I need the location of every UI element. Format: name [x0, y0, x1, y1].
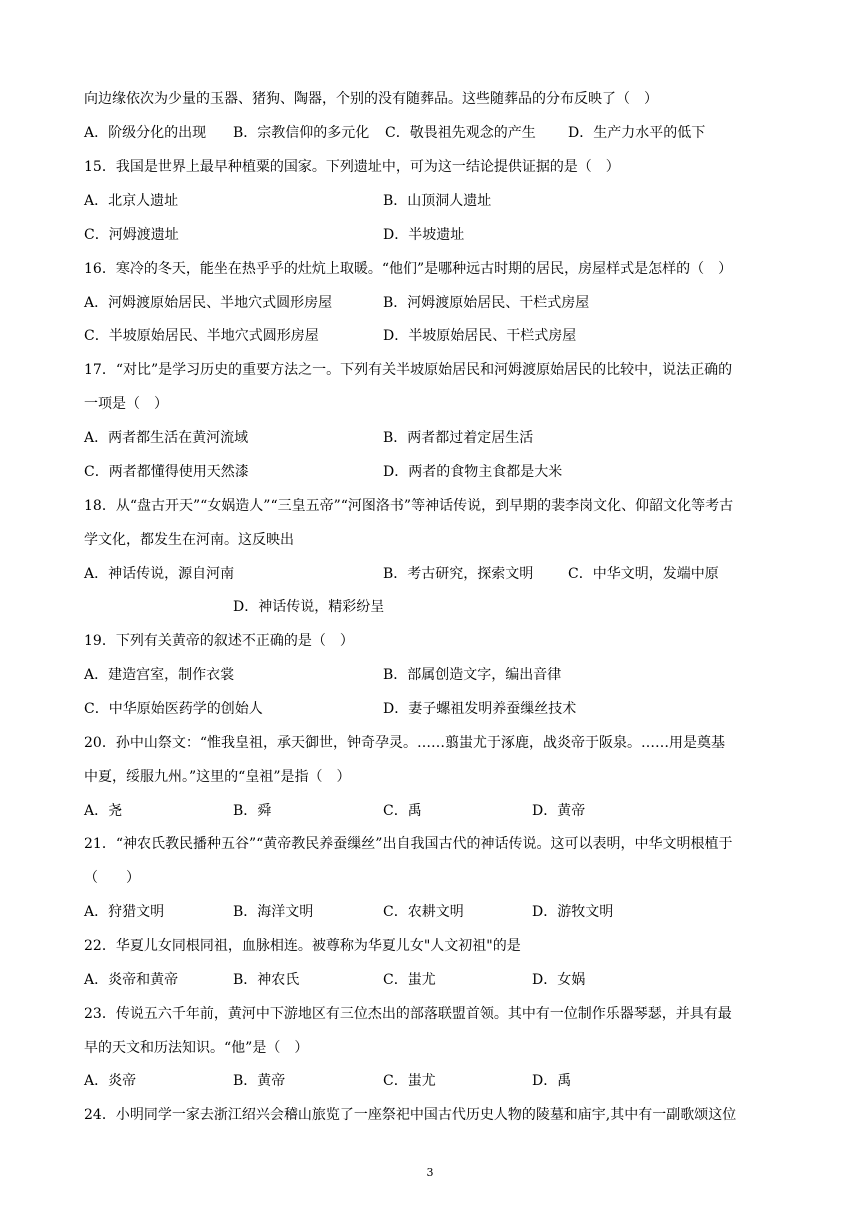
q22-option-b: B．神农氏	[233, 972, 300, 988]
q23-option-d: D．禹	[532, 1073, 572, 1089]
q14-option-b: B．宗教信仰的多元化	[233, 125, 370, 141]
q20-option-c: C．禹	[383, 803, 422, 819]
question-24-stem-line1: 24．小明同学一家去浙江绍兴会稽山旅览了一座祭祀中国古代历史人物的陵墓和庙宇,其中有一副歌颂这位	[84, 1107, 737, 1123]
q16-option-a: A．河姆渡原始居民、半地穴式圆形房屋	[84, 295, 333, 311]
question-23-stem-line2: 早的天文和历法知识。“他”是（ ）	[84, 1040, 309, 1056]
q18-option-d: D．神话传说，精彩纷呈	[233, 599, 385, 615]
question-23-stem-line1: 23．传说五六千年前，黄河中下游地区有三位杰出的部落联盟首领。其中有一位制作乐器琴瑟，并具有最	[84, 1006, 732, 1022]
q20-option-d: D．黄帝	[532, 803, 586, 819]
q21-option-a: A．狩猎文明	[84, 904, 165, 920]
question-14-stem-continued: 向边缘依次为少量的玉器、猪狗、陶器，个别的没有随葬品。这些随葬品的分布反映了（ ）	[84, 91, 658, 107]
q17-option-a: A．两者都生活在黄河流域	[84, 430, 249, 446]
q15-option-a: A．北京人遗址	[84, 193, 179, 209]
q17-option-b: B．两者都过着定居生活	[383, 430, 534, 446]
q23-option-c: C．蚩尤	[383, 1073, 436, 1089]
q18-option-a: A．神话传说，源自河南	[84, 566, 235, 582]
q21-option-d: D．游牧文明	[532, 904, 614, 920]
q18-option-c: C．中华文明，发端中原	[568, 566, 719, 582]
q19-option-d: D．妻子螺祖发明养蚕缫丝技术	[383, 701, 577, 717]
q19-option-b: B．部属创造文字，编出音律	[383, 667, 562, 683]
q20-option-b: B．舜	[233, 803, 272, 819]
question-20-stem-line1: 20．孙中山祭文：“惟我皇祖，承天御世，钟奇孕灵。……翦蚩尤于涿鹿，战炎帝于阪泉。……用是奠基	[84, 735, 725, 751]
page-number: 3	[426, 1166, 434, 1179]
q15-option-b: B．山顶洞人遗址	[383, 193, 492, 209]
q14-option-c: C．敬畏祖先观念的产生	[385, 125, 536, 141]
q17-option-c: C．两者都懂得使用天然漆	[84, 464, 249, 480]
q15-option-c: C．河姆渡遗址	[84, 227, 179, 243]
q15-option-d: D．半坡遗址	[383, 227, 465, 243]
question-18-stem-line1: 18．从“盘古开天”“女娲造人”“三皇五帝”“河图洛书”等神话传说，到早期的裴李岗文化、仰韶文化等考古	[84, 498, 734, 514]
question-20-stem-line2: 中夏，绥服九州。”这里的“皇祖”是指（ ）	[84, 769, 351, 785]
q19-option-a: A．建造宫室，制作衣裳	[84, 667, 235, 683]
q21-option-b: B．海洋文明	[233, 904, 314, 920]
question-22-stem: 22．华夏儿女同根同祖，血脉相连。被尊称为华夏儿女"人文初祖"的是	[84, 938, 521, 954]
q22-option-d: D．女娲	[532, 972, 586, 988]
question-21-stem-line2: （ ）	[84, 870, 140, 886]
q23-option-a: A．炎帝	[84, 1073, 137, 1089]
q23-option-b: B．黄帝	[233, 1073, 286, 1089]
q18-option-b: B．考古研究，探索文明	[383, 566, 534, 582]
question-17-stem-line1: 17．“对比”是学习历史的重要方法之一。下列有关半坡原始居民和河姆渡原始居民的比较中，说法正确的	[84, 362, 733, 378]
q16-option-d: D．半坡原始居民、干栏式房屋	[383, 328, 577, 344]
q14-option-d: D．生产力水平的低下	[568, 125, 706, 141]
q16-option-b: B．河姆渡原始居民、干栏式房屋	[383, 295, 590, 311]
question-15-stem: 15．我国是世界上最早种植粟的国家。下列遗址中，可为这一结论提供证据的是（ ）	[84, 159, 620, 175]
q19-option-c: C．中华原始医药学的创始人	[84, 701, 263, 717]
q21-option-c: C．农耕文明	[383, 904, 464, 920]
q22-option-c: C．蚩尤	[383, 972, 436, 988]
q17-option-d: D．两者的食物主食都是大米	[383, 464, 563, 480]
q20-option-a: A．尧	[84, 803, 123, 819]
question-19-stem: 19．下列有关黄帝的叙述不正确的是（ ）	[84, 633, 354, 649]
question-18-stem-line2: 学文化，都发生在河南。这反映出	[84, 532, 294, 548]
q14-option-a: A．阶级分化的出现	[84, 125, 207, 141]
question-21-stem-line1: 21．“神农氏教民播种五谷”“黄帝教民养蚕缫丝”出自我国古代的神话传说。这可以表明，中华文明根植于	[84, 836, 733, 852]
question-16-stem: 16．寒冷的冬天，能坐在热乎乎的灶炕上取暖。“他们”是哪种远古时期的居民，房屋样式是怎样的（ ）	[84, 261, 733, 277]
question-17-stem-line2: 一项是（ ）	[84, 396, 168, 412]
q22-option-a: A．炎帝和黄帝	[84, 972, 179, 988]
q16-option-c: C．半坡原始居民、半地穴式圆形房屋	[84, 328, 319, 344]
